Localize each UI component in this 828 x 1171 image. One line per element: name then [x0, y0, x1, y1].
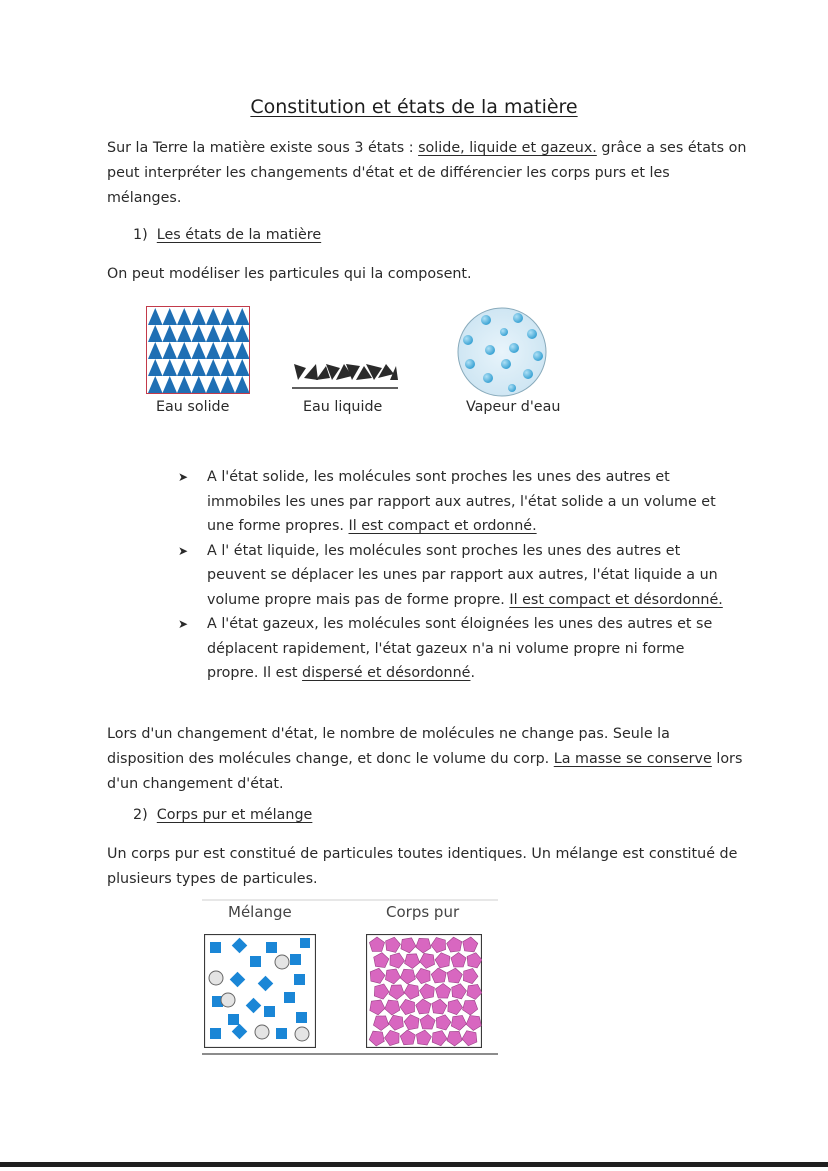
page-bottom-border — [0, 1162, 828, 1167]
mixture-figure — [204, 934, 316, 1048]
intro-paragraph: Sur la Terre la matière existe sous 3 états : solide, liquide et gazeux. grâce a ses états on peut interpréter les changements d'état et de différencier les corps purs et les mélanges. — [107, 140, 747, 206]
conclusion-paragraph: Lors d'un changement d'état, le nombre de molécules ne change pas. Seule la disposition des molécules change, et donc le volume du corp. La masse se conserve lors d'un changement d'état. — [107, 726, 743, 792]
section2-heading: 2) Corps pur et mélange — [133, 807, 313, 823]
section2-paragraph: Un corps pur est constitué de particules toutes identiques. Un mélange est constitué de plusieurs types de particules. — [107, 846, 738, 887]
liquid-water-label: Eau liquide — [303, 399, 383, 415]
water-vapour-figure — [456, 306, 548, 398]
pure-substance-label: Corps pur — [386, 903, 460, 921]
states-bullet-list — [178, 465, 738, 686]
arrow-bullet-icon: ➤ — [178, 617, 189, 631]
bullet-gas: ➤ A l'état gazeux, les molécules sont éloignées les unes des autres et se déplacent rapidement, l'état gazeux n'a ni volume propre ni forme propre. Il est dispersé et désordonné. — [178, 612, 738, 686]
pure-substance-figure — [366, 934, 482, 1048]
solid-water-figure — [146, 306, 250, 394]
bullet-solid: ➤ A l'état solide, les molécules sont proches les unes des autres et immobiles les unes par rapport aux autres, l'état solide a un volume et une forme propres. Il est compact et ordonné. — [178, 465, 738, 539]
arrow-bullet-icon: ➤ — [178, 470, 189, 484]
liquid-water-figure — [290, 358, 400, 394]
solid-water-label: Eau solide — [156, 399, 230, 415]
arrow-bullet-icon: ➤ — [178, 543, 189, 558]
bullet-liquid: ➤ A l' état liquide, les molécules sont proches les unes des autres et peuvent se déplacer les unes par rapport aux autres, l'état liquide a un volume propre mais pas de forme propre. Il est compact et désordonné. — [178, 539, 738, 613]
page-title: Constitution et états de la matière — [250, 96, 578, 118]
mixture-label: Mélange — [228, 903, 292, 921]
water-vapour-label: Vapeur d'eau — [466, 399, 561, 415]
section1-intro: On peut modéliser les particules qui la composent. — [107, 266, 472, 282]
intro-states-underlined: solide, liquide et gazeux. — [418, 140, 597, 156]
section1-heading: 1) Les états de la matière — [133, 227, 322, 243]
